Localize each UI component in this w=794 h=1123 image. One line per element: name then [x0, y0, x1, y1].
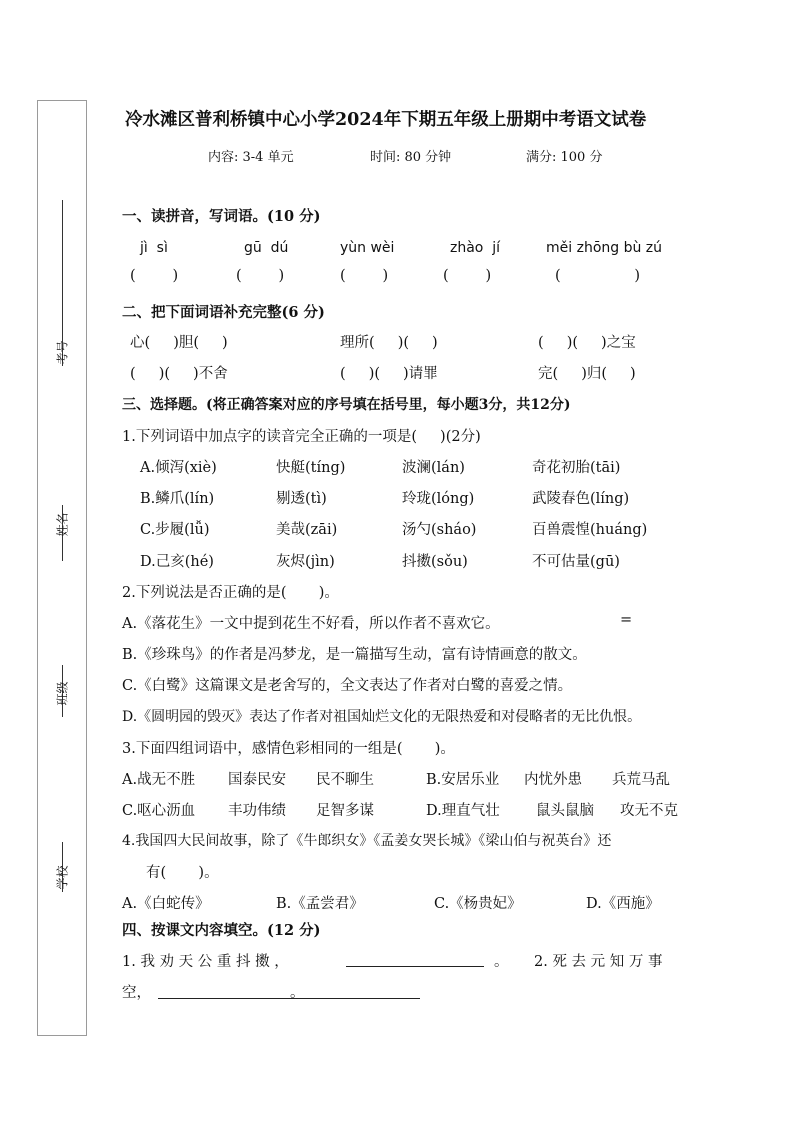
exam-duration: 时间: 80 分钟 — [370, 150, 452, 165]
q3-option-c1[interactable]: C.呕心沥血 — [122, 803, 196, 819]
q3-option-d3: 攻无不克 — [620, 803, 678, 819]
q3-option-c3: 足智多谋 — [316, 803, 374, 819]
q1-option-c3: 汤勺(sháo) — [402, 522, 477, 538]
question-4-line1: 4.我国四大民间故事，除了《牛郎织女》《孟姜女哭长城》《梁山伯与祝英台》还 — [122, 833, 612, 849]
q1-option-c2: 美哉(zāi) — [276, 522, 338, 538]
q4-option-b[interactable]: B.《孟尝君》 — [276, 896, 364, 912]
answer-bracket-4[interactable]: ( ) — [443, 268, 492, 284]
q2-option-b[interactable]: B.《珍珠鸟》的作者是冯梦龙，是一篇描写生动，富有诗情画意的散文。 — [122, 647, 587, 663]
fill-q2-end: 。 — [290, 985, 305, 1001]
q1-option-b2: 剔透(tì) — [276, 491, 327, 507]
q4-option-a[interactable]: A.《白蛇传》 — [122, 896, 210, 912]
idiom-fill-2[interactable]: 理所( )( ) — [340, 335, 438, 351]
q1-option-d4: 不可估量(gū) — [532, 554, 620, 570]
q3-option-b1[interactable]: B.安居乐业 — [426, 772, 500, 788]
q4-option-c[interactable]: C.《杨贵妃》 — [434, 896, 522, 912]
fill-q1-blank[interactable] — [346, 966, 484, 967]
idiom-fill-6[interactable]: 完( )归( ) — [538, 366, 636, 382]
answer-bracket-1[interactable]: ( ) — [130, 268, 179, 284]
q2-option-c[interactable]: C.《白鹭》这篇课文是老舍写的，全文表达了作者对白鹭的喜爱之情。 — [122, 678, 573, 694]
class-label: 班级 — [55, 681, 70, 706]
exam-number-label: 考号 — [55, 340, 70, 365]
q1-option-c4: 百兽震惶(huáng) — [532, 522, 648, 538]
fill-q2-text: 2. 死 去 元 知 万 事 — [534, 954, 663, 970]
q1-option-b4: 武陵春色(líng) — [532, 491, 630, 507]
section3-heading: 三、选择题。(将正确答案对应的序号填在括号里，每小题3分，共12分) — [122, 397, 571, 413]
q1-option-d2: 灰烬(jìn) — [276, 554, 335, 570]
exam-full-score: 满分: 100 分 — [526, 150, 603, 165]
section2-heading: 二、把下面词语补充完整(6 分) — [122, 304, 325, 321]
name-label: 姓名 — [55, 512, 70, 537]
q1-option-c1[interactable]: C.步履(lǚ) — [140, 522, 210, 538]
idiom-fill-5[interactable]: ( )( )请罪 — [340, 366, 438, 382]
q3-option-a3: 民不聊生 — [316, 772, 374, 788]
q1-option-a2: 快艇(tíng) — [276, 460, 346, 476]
fill-q1-text: 1. 我 劝 天 公 重 抖 擞 ， — [122, 954, 289, 970]
q3-option-b2: 内忧外患 — [524, 772, 582, 788]
idiom-fill-3[interactable]: ( )( )之宝 — [538, 335, 636, 351]
question-3: 3.下面四组词语中，感情色彩相同的一组是( )。 — [122, 741, 455, 757]
fill-q1-end: 。 — [494, 954, 509, 970]
section1-heading: 一、读拼音，写词语。(10 分) — [122, 208, 321, 225]
q1-option-b1[interactable]: B.鳞爪(lín) — [140, 491, 215, 507]
idiom-fill-1[interactable]: 心( )胆( ) — [130, 335, 228, 351]
q3-option-a2: 国泰民安 — [228, 772, 286, 788]
q4-option-d[interactable]: D.《西施》 — [586, 896, 660, 912]
q1-option-d3: 抖擞(sǒu) — [402, 554, 468, 570]
exam-content-range: 内容: 3-4 单元 — [208, 150, 294, 165]
q1-option-d1[interactable]: D.己亥(hé) — [140, 554, 214, 570]
pinyin-4: zhào jí — [450, 240, 501, 256]
q3-option-a1[interactable]: A.战无不胜 — [122, 772, 196, 788]
pinyin-3: yùn wèi — [340, 240, 395, 256]
pinyin-1: jì sì — [140, 240, 168, 256]
pinyin-5: měi zhōng bù zú — [546, 240, 663, 256]
question-1: 1.下列词语中加点字的读音完全正确的一项是( )(2分) — [122, 429, 481, 445]
answer-bracket-2[interactable]: ( ) — [236, 268, 285, 284]
pinyin-2: gū dú — [244, 240, 289, 256]
q3-option-c2: 丰功伟绩 — [228, 803, 286, 819]
q3-option-d2: 鼠头鼠脑 — [536, 803, 594, 819]
section4-heading: 四、按课文内容填空。(12 分) — [122, 922, 321, 939]
fill-q2-cont: 空， — [122, 985, 151, 1001]
q1-option-a4: 奇花初胎(tāi) — [532, 460, 621, 476]
q1-option-a1[interactable]: A.倾泻(xiè) — [140, 460, 217, 476]
question-4-line2: 有( )。 — [146, 865, 219, 881]
q2-option-d[interactable]: D.《圆明园的毁灭》表达了作者对祖国灿烂文化的无限热爱和对侵略者的无比仇恨。 — [122, 709, 642, 725]
q1-option-a3: 波澜(lán) — [402, 460, 465, 476]
answer-bracket-3[interactable]: ( ) — [340, 268, 389, 284]
idiom-fill-4[interactable]: ( )( )不舍 — [130, 366, 228, 382]
school-label: 学校 — [55, 865, 70, 890]
fill-q2-blank[interactable] — [158, 998, 420, 999]
q3-option-d1[interactable]: D.理直气壮 — [426, 803, 500, 819]
q3-option-b3: 兵荒马乱 — [612, 772, 670, 788]
q1-option-b3: 玲珑(lóng) — [402, 491, 475, 507]
exam-title: 冷水滩区普利桥镇中心小学2024年下期五年级上册期中考语文试卷 — [125, 110, 647, 130]
answer-bracket-5[interactable]: ( ) — [555, 268, 641, 284]
q2-option-a[interactable]: A.《落花生》一文中提到花生不好看，所以作者不喜欢它。 — [122, 616, 500, 632]
question-2: 2.下列说法是否正确的是( )。 — [122, 585, 339, 601]
q2-stray-mark: = — [620, 612, 633, 628]
